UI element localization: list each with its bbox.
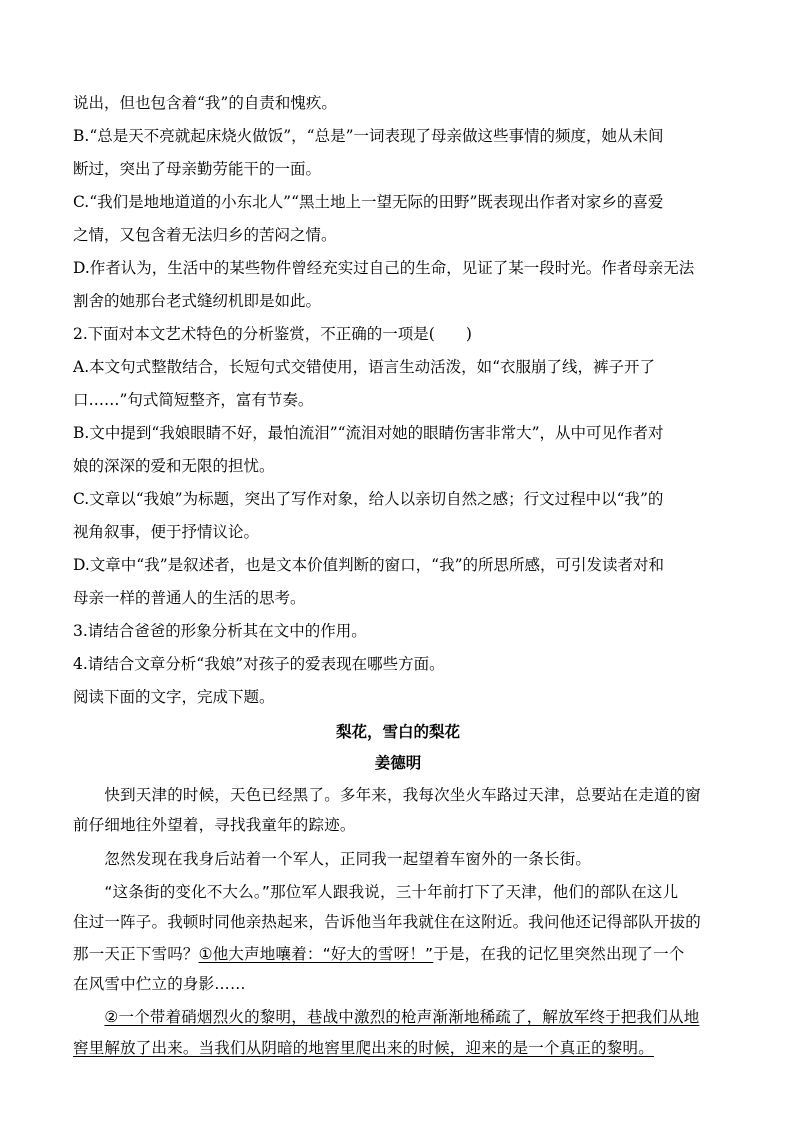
reading-instruction: 阅读下面的文字，完成下题。 [73,688,275,706]
q1-option-c-line1: C.“我们是地地道道的小东北人”“黑土地上一望无际的田野”既表现出作者对家乡的喜爱 [73,193,664,211]
article-author: 姜德明 [374,753,422,772]
q2-stem: 2.下面对本文艺术特色的分析鉴赏，不正确的一项是( ) [73,325,472,343]
q1-option-b-line2: 断过，突出了母亲勤劳能干的一面。 [73,160,322,178]
q1-option-d-line2: 割舍的她那台老式缝纫机即是如此。 [73,292,322,310]
article-p3-line2: 住过一阵子。我顿时同他亲热起来，告诉他当年我就住在这附近。我问他还记得部队开拔的 [73,913,702,931]
q2-option-c-line2: 视角叙事，便于抒情议论。 [73,523,260,541]
q2-option-d-line2: 母亲一样的普通人的生活的思考。 [73,589,306,607]
q1-option-b-line1: B.“总是天不亮就起床烧火做饭”，“总是”一词表现了母亲做这些事情的频度，她从未间 [73,127,664,145]
article-p3-line4: 在风雪中伫立的身影…… [73,975,246,993]
q2-option-a-line1: A.本文句式整散结合，长短句式交错使用，语言生动活泼，如“衣服崩了线，裤子开了 [73,358,656,376]
underlined-sentence-2: ②一个带着硝烟烈火的黎明，巷战中激烈的枪声渐渐地稀疏了，解放军终于把我们从地 [104,1008,700,1026]
q4-stem: 4.请结合文章分析“我娘”对孩子的爱表现在哪些方面。 [73,655,445,673]
article-p3-line3-end: 于是，在我的记忆里突然出现了一个 [433,945,685,963]
article-title: 梨花，雪白的梨花 [335,722,460,741]
q2-option-c-line1: C.文章以“我娘”为标题，突出了写作对象，给人以亲切自然之感；行文过程中以“我”的 [73,490,664,508]
q3-stem: 3.请结合爸爸的形象分析其在文中的作用。 [73,622,367,640]
q2-option-b-line1: B.文中提到“我娘眼睛不好，最怕流泪”“流泪对她的眼睛伤害非常大”，从中可见作者对 [73,424,664,442]
article-p2: 忽然发现在我身后站着一个军人，正同我一起望着车窗外的一条长街。 [73,850,592,868]
q1-option-a-tail: 说出，但也包含着“我”的自责和愧疚。 [73,94,337,112]
q2-option-a-line2: 口……”句式简短整齐，富有节奏。 [73,391,314,409]
article-p4-indent [73,1008,104,1026]
article-p3-line3 [73,943,684,965]
article-p1-line2: 前仔细地往外望着，寻找我童年的踪迹。 [73,816,356,834]
article-p4-line1 [73,1006,699,1028]
q1-option-d-line1: D.作者认为，生活中的某些物件曾经充实过自己的生命，见证了某一段时光。作者母亲无法 [73,259,695,277]
article-p3-line1: “这条街的变化不大么。”那位军人跟我说，三十年前打下了天津，他们的部队在这儿 [73,883,679,901]
article-p4-line2: 窖里解放了出来。当我们从阴暗的地窖里爬出来的时候，迎来的是一个真正的黎明。 [73,1039,654,1057]
q2-option-d-line1: D.文章中“我”是叙述者，也是文本价值判断的窗口，“我”的所思所感，可引发读者对和 [73,556,665,574]
q2-option-b-line2: 娘的深深的爱和无限的担忧。 [73,457,275,475]
article-p1-line1: 快到天津的时候，天色已经黑了。多年来，我每次坐火车路过天津，总要站在走道的窗 [73,786,702,804]
q1-option-c-line2: 之情，又包含着无法归乡的苦闷之情。 [73,226,337,244]
underlined-sentence-1: ①他大声地嚷着：“好大的雪呀！” [198,945,434,963]
article-p3-line3-start: 那一天正下雪吗？ [73,945,199,963]
